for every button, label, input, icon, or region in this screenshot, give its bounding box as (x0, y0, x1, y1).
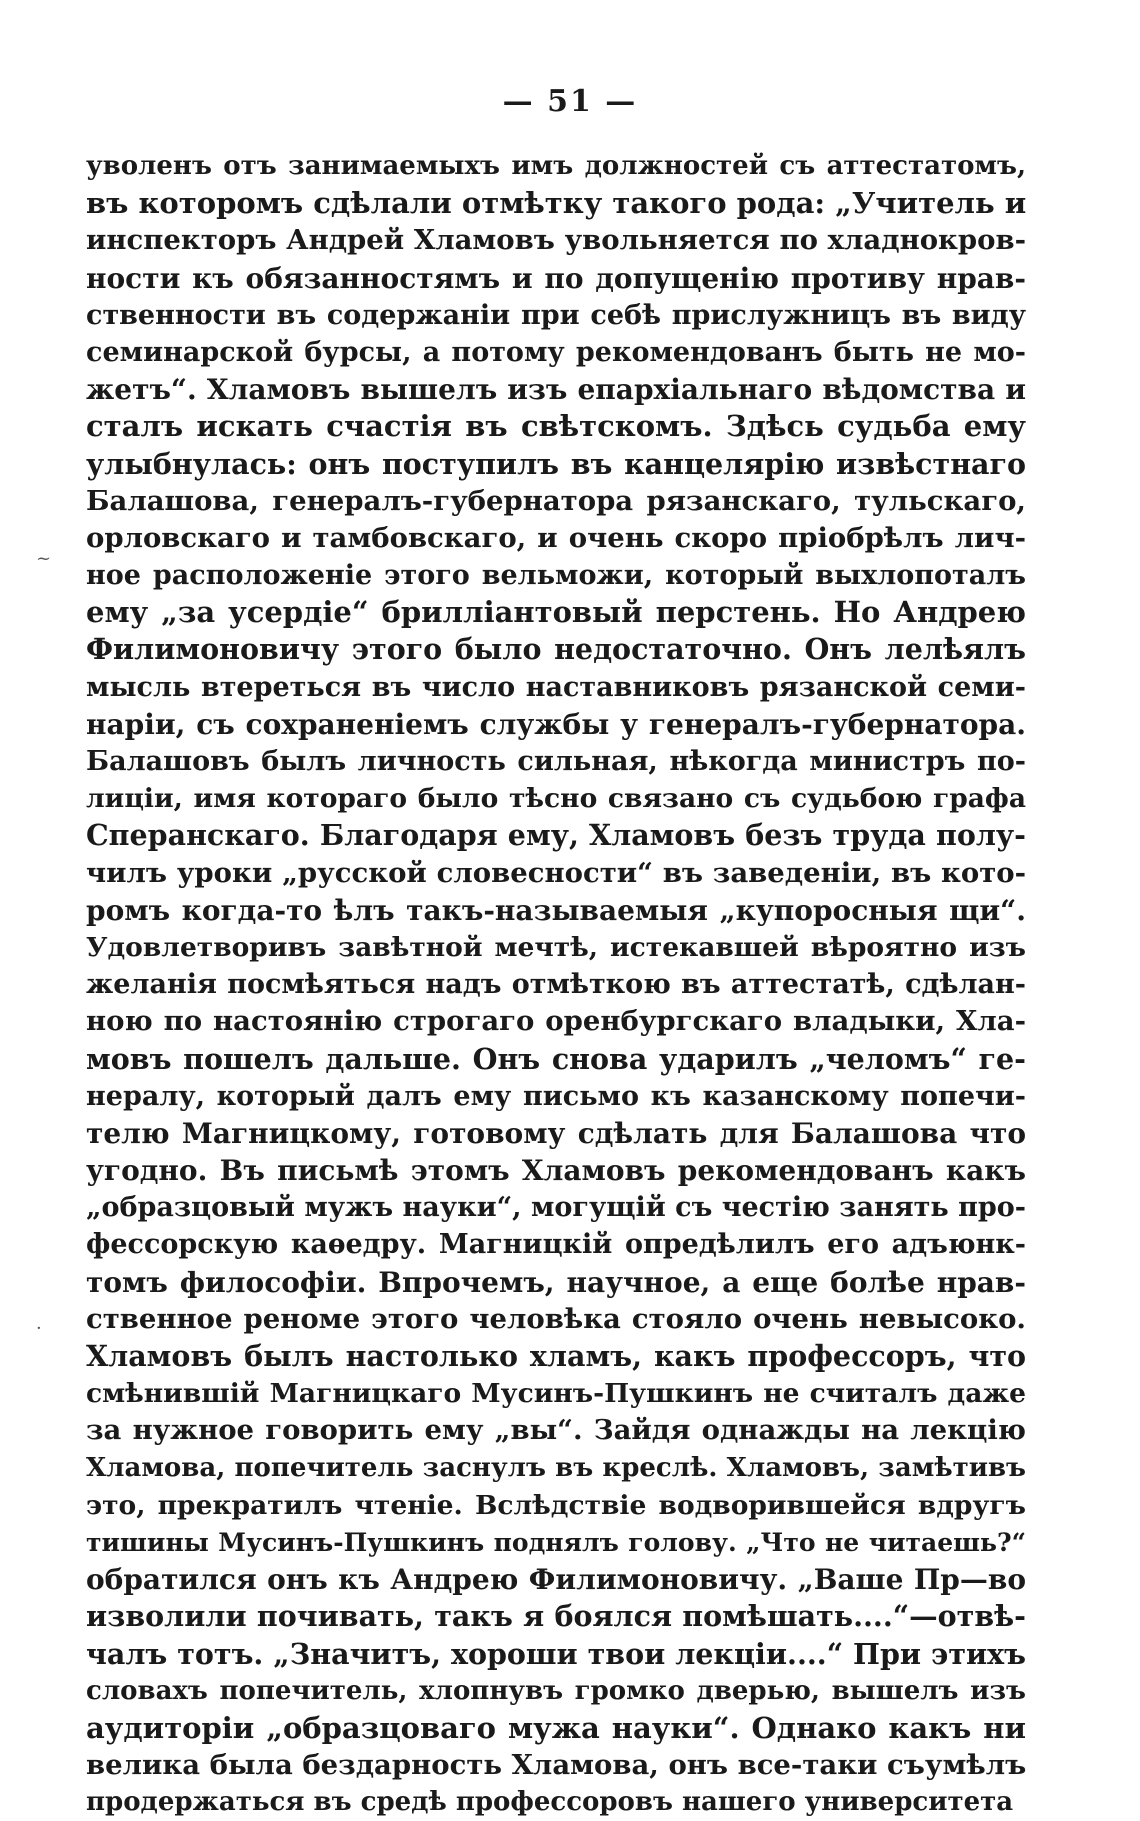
text-line: Хламовъ былъ настолько хламъ, какъ профессоръ, что (86, 1339, 1026, 1373)
text-line: ромъ когда-то ѣлъ такъ-называемыя „купоросныя щи“. (86, 893, 1026, 927)
text-line: аудиторіи „образцоваго мужа науки“. Однако какъ ни (86, 1710, 1026, 1745)
text-line: за нужное говорить ему „вы“. Зайдя однажды на лекцію (86, 1414, 1026, 1447)
text-line: продержаться въ средѣ профессоровъ нашего университета (86, 1787, 1014, 1818)
text-line: чилъ уроки „русской словесности“ въ заведеніи, въ кото- (86, 856, 1026, 889)
margin-mark: ~ (36, 548, 52, 569)
margin-mark: · (36, 1318, 42, 1339)
text-line: наріи, съ сохраненіемъ службы у генералъ-губернатора. (86, 707, 1026, 741)
text-line: мысль втереться въ число наставниковъ рязанской семи- (86, 671, 1026, 703)
text-line: фессорскую каѳедру. Магницкій опредѣлилъ его адъюнк- (86, 1229, 1026, 1261)
text-line: смѣнившій Магницкаго Мусинъ-Пушкинъ не считалъ даже (86, 1378, 1026, 1410)
text-line: Балашова, генералъ-губернатора рязанскаго, тульскаго, (86, 484, 1026, 517)
text-line: „образцовый мужъ науки“, могущій съ честію занять про- (86, 1192, 1026, 1224)
text-line: инспекторъ Андрей Хламовъ увольняется по хладнокров- (86, 224, 1026, 257)
text-line: ему „за усердіе“ брилліантовый перстень. Но Андрею (86, 595, 1026, 630)
text-line: въ которомъ сдѣлали отмѣтку такого рода: „Учитель и (86, 186, 1026, 221)
text-line: Сперанскаго. Благодаря ему, Хламовъ безъ труда полу- (86, 818, 1026, 853)
text-line: орловскаго и тамбовскаго, и очень скоро пріобрѣлъ лич- (86, 521, 1026, 554)
page-number: — 51 — (502, 84, 638, 119)
text-line: мовъ пошелъ дальше. Онъ снова ударилъ „челомъ“ ге- (86, 1041, 1026, 1076)
text-line: уволенъ отъ занимаемыхъ имъ должностей съ аттестатомъ, (86, 151, 1026, 181)
text-line: жетъ“. Хламовъ вышелъ изъ епархіальнаго вѣдомства и (86, 373, 1026, 407)
text-line: ною по настоянію строгаго оренбургскаго владыки, Хла- (86, 1005, 1026, 1038)
text-line: сталъ искать счастія въ свѣтскомъ. Здѣсь судьба ему (86, 409, 1026, 444)
text-line: обратился онъ къ Андрею Филимоновичу. „Ваше Пр—во (86, 1563, 1026, 1597)
text-line: нералу, который далъ ему письмо къ казанскому попечи- (86, 1080, 1026, 1112)
text-line: это, прекратилъ чтеніе. Вслѣдствіе водворившейся вдругъ (86, 1489, 1026, 1521)
body-text (86, 148, 1026, 1821)
text-line: лиціи, имя котораго было тѣсно связано съ судьбою графа (86, 783, 1026, 815)
text-line: улыбнулась: онъ поступилъ въ канцелярію извѣстнаго (86, 446, 1026, 481)
text-line: ное расположеніе этого вельможи, который выхлопоталъ (86, 560, 1026, 592)
text-line: ственное реноме этого человѣка стояло очень невысоко. (86, 1302, 1026, 1335)
text-line: угодно. Въ письмѣ этомъ Хламовъ рекомендованъ какъ (86, 1154, 1026, 1188)
text-line: словахъ попечитель, хлопнувъ громко дверью, вышелъ изъ (86, 1675, 1026, 1706)
text-line: тишины Мусинъ-Пушкинъ поднялъ голову. „Что не читаешь?“ (86, 1527, 1026, 1557)
text-line: ности къ обязанностямъ и по допущенію противу нрав- (86, 261, 1026, 295)
text-line: Филимоновичу этого было недостаточно. Онъ лелѣялъ (86, 632, 1026, 667)
text-line: велика была бездарность Хламова, онъ все-таки съумѣлъ (86, 1749, 1026, 1782)
text-line: Балашовъ былъ личность сильная, нѣкогда министръ по- (86, 746, 1026, 777)
text-line: ственности въ содержаніи при себѣ прислужницъ въ виду (86, 299, 1026, 331)
text-line: Удовлетворивъ завѣтной мечтѣ, истекавшей вѣроятно изъ (86, 931, 1026, 963)
text-line: телю Магницкому, готовому сдѣлать для Балашова что (86, 1116, 1026, 1150)
text-line: чалъ тотъ. „Значитъ, хороши твои лекціи....“ При этихъ (86, 1636, 1026, 1671)
text-line: Хламова, попечитель заснулъ въ креслѣ. Хламовъ, замѣтивъ (86, 1452, 1026, 1483)
text-line: желанія посмѣяться надъ отмѣткою въ аттестатѣ, сдѣлан- (86, 969, 1026, 1001)
text-line: изволили почивать, такъ я боялся помѣшать....“—отвѣ- (86, 1599, 1026, 1634)
text-line: томъ философіи. Впрочемъ, научное, а еще болѣе нрав- (86, 1265, 1026, 1299)
text-line: семинарской бурсы, а потому рекомендованъ быть не мо- (86, 336, 1026, 368)
